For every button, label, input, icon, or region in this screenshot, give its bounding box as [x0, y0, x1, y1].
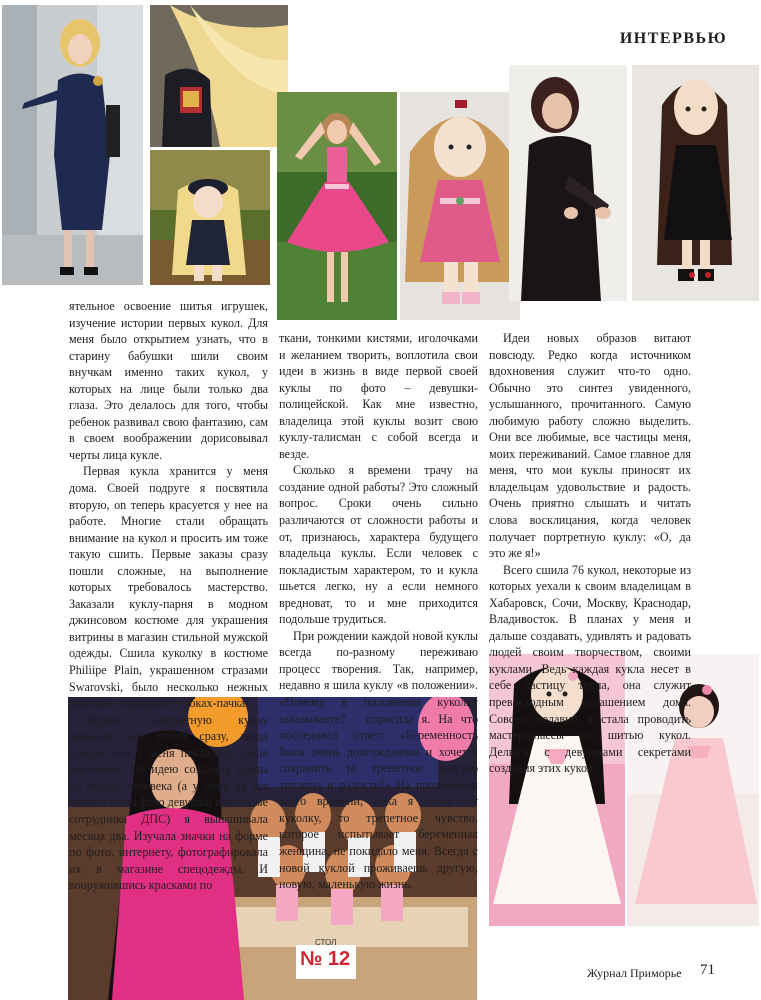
- article-column-3: [489, 330, 691, 777]
- exhibition-table-number: № 12: [300, 948, 351, 970]
- photo-policewoman: [2, 5, 143, 285]
- photo-doll-back: [150, 5, 288, 147]
- paragraph: Сколько я времени трачу на создание одной работы? Это сложный вопрос. Сроки очень сильно различаются от сложности работы и от, признаюсь, характера будущего владельца куклы. Если человек с покладистым характером, то и кукла шьется легко, ну а если немного вредноват, то и мне приходится подольше трудиться.: [279, 463, 478, 627]
- photo-doll-black-dress: [632, 65, 759, 301]
- page-number: 71: [700, 962, 715, 978]
- paragraph: Идеи новых образов витают повсюду. Редко когда источником вдохновения служит что-то одно. Обычно это синтез увиденного, услышанного, прочитанного. Самую любимую работу сложно выделить. Они все любимые, все частицы меня, моих переживаний. Самое главное для меня, что мои куклы приносят их владельцам удовольствие и радость. Очень приятно слышать и читать слова восклицания, когда человек получает портретную куклу: «О, да это же я!»: [489, 331, 691, 561]
- exhibition-sign: СТОЛ: [315, 938, 337, 947]
- paragraph: ятельное освоение шитья игрушек, изучение истории первых кукол. Для меня было открытием узнать, что в старину бабушки шили своим внучкам именно таких кукол, у которых на лице были только два глаза. Это делалось для того, чтобы ребенок развивал свою фантазию, сам в своем воображении дорисовывал черты лица кукле.: [69, 299, 268, 462]
- magazine-name: Журнал Приморье: [587, 966, 682, 980]
- paragraph: Первая кукла хранится у меня дома. Своей подруге я посвятила вторую, on теперь красуется у нее на работе. Многие стали обращать внимание на кукол и просить им тоже такую сшить. Первые заказы сразу пошли сложные, на выполнение которых требовалось мастерство. Заказали куклу-парня в модном джинсовом костюме для украшения витрины в магазин стильной мужской одежды. Сшила куколку в костюме Philiipe Plain, украшенном стразами Swarovski, было несколько нежных куколок-«зефирок» в юбках-пачках.: [69, 464, 268, 711]
- paragraph: При рождении каждой новой куклы всегда по-разному переживаю процесс творения. Так, например, недавно я шила куклу «в положении». «Почему в положении куколку заказываете? - спросила я. На что последовал ответ: «Беременность была очень долгожданная и хочется сохранить то трепетное чувство теплоты и радости!» На протяжении всего времени, пока я шила эту куколку, то трепетное чувство, которое испытывает беременная женщина, не покидало меня. Всегда с новой куклой проживаешь другую, новую, маленькую жизнь.: [279, 628, 478, 892]
- photo-girl-pink-dress: [277, 92, 397, 320]
- article-column-2: [279, 330, 478, 893]
- paragraph: Первую портретную куклу заказали мне почти сразу, когда узнали, что у меня появилось такое увлечение. Но идею создания куклы по образу человека (а у меня на тот момент было фото девушки в костюме сотрудника ДПС) я вынашивала месяца два. Изучала значки на форме по фото, интернету, фотографировала их в магазине спецодежды. И вооружившись красками по: [69, 712, 269, 893]
- section-label: ИНТЕРВЬЮ: [619, 30, 728, 47]
- photo-woman-black-dress: [509, 65, 627, 301]
- photo-doll-pink-dress: [400, 92, 520, 320]
- photo-police-doll: [150, 150, 270, 285]
- paragraph: ткани, тонкими кистями, иголочками и желанием творить, воплотила свои идеи в жизнь в виде первой своей куклы по фото – девушки-полицейской. Как мне известно, владелица этой куклы возит свою куклу-талисман с собой всегда и везде.: [279, 331, 478, 461]
- paragraph: Всего сшила 76 кукол, некоторые из которых уехали к своим владелицам в Хабаровск, Сочи, Москву, Краснодар, Владивосток. В планах у меня и дальше создавать, удивлять и радовать людей своим творчеством, своими куклами. Ведь каждая кукла несет в себе частицу тепла, она служит превосходным украшением дома. Совсем недавно я стала проводить мастер-классы по шитью кукол. Делюсь с девушками секретами создания этих кукол.: [489, 562, 691, 776]
- article-column-1: [69, 298, 268, 894]
